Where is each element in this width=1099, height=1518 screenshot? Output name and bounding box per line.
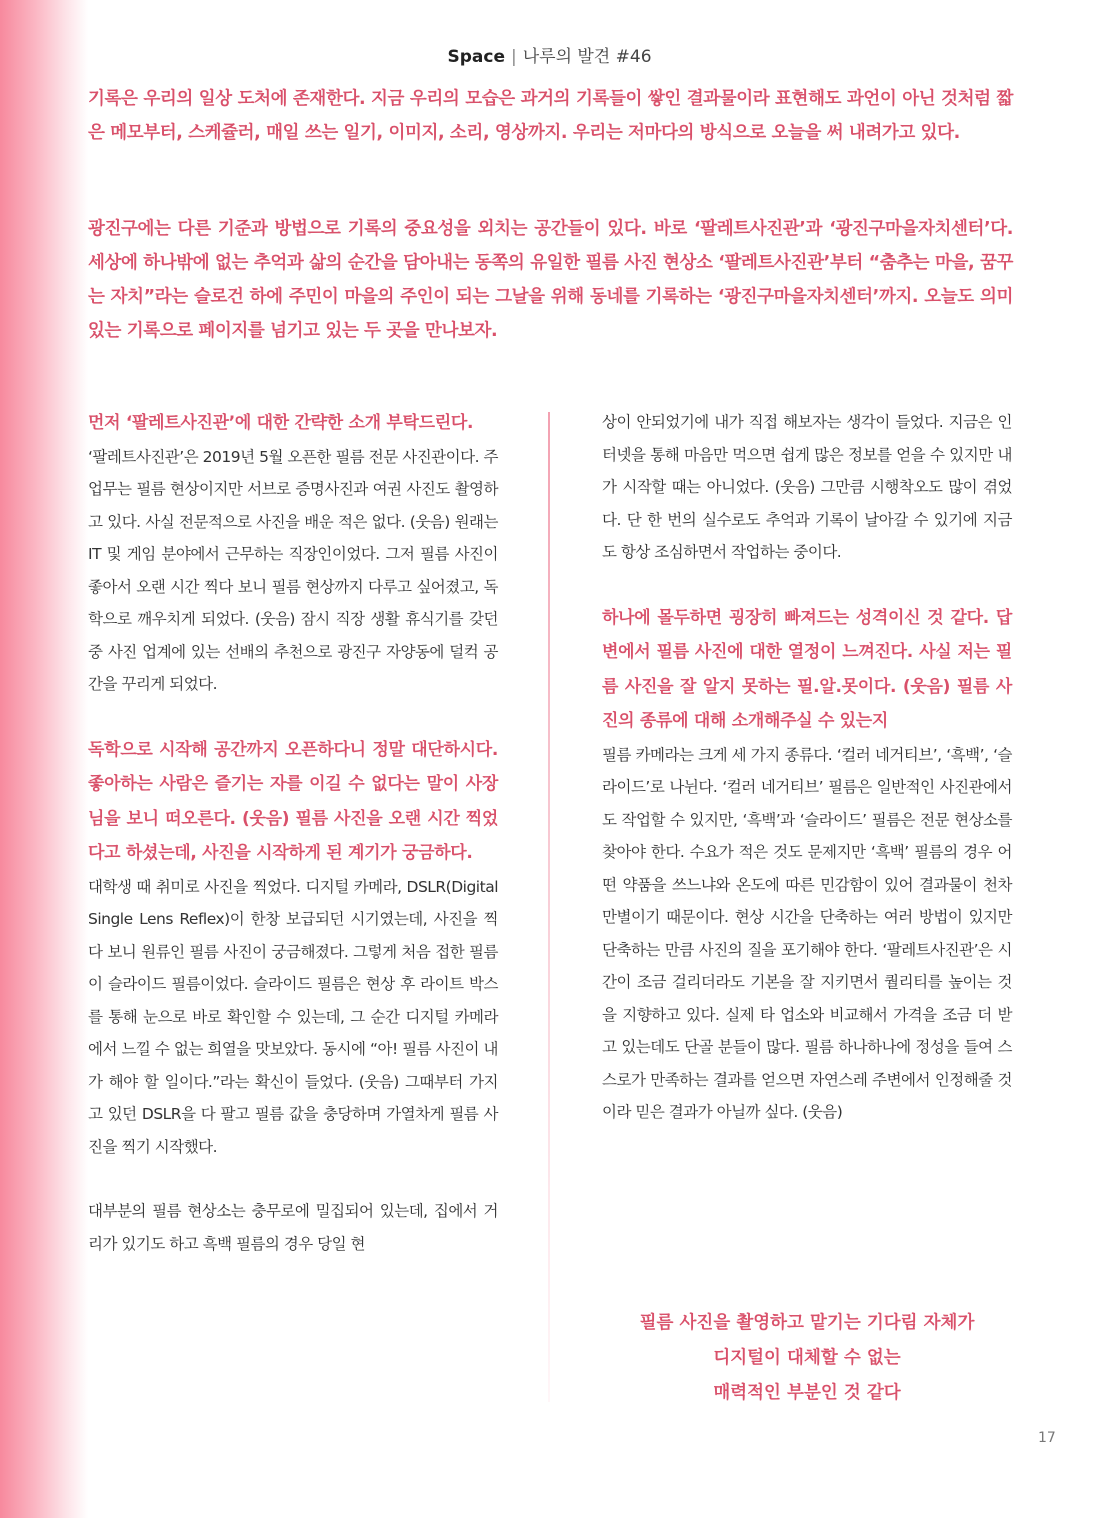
- issue-title: 나루의 발견 #46: [522, 47, 652, 67]
- running-header: [0, 42, 1099, 67]
- lead-paragraph-2: 광진구에는 다른 기준과 방법으로 기록의 중요성을 외치는 공간들이 있다. 바로 ‘팔레트사진관’과 ‘광진구마을자치센터’다. 세상에 하나밖에 없는 추억과 삶의 순간을 담아내는 동쪽의 유일한 필름 사진 현상소 ‘팔레트사진관’부터 “춤추는 마을, 꿈꾸는 자치”라는 슬로건 하에 주민이 마을의 주인이 되는 그날을 위해 동네를 기록하는 ‘광진구마을자치센터’까지. 오늘도 의미 있는 기록으로 페이지를 넘기고 있는 두 곳을 만나보자.: [88, 219, 1013, 341]
- answer-2-part-2-start: 대부분의 필름 현상소는 충무로에 밀집되어 있는데, 집에서 거리가 있기도 하고 흑백 필름의 경우 당일 현: [88, 1202, 498, 1253]
- answer-2-part-2-end: 상이 안되었기에 내가 직접 해보자는 생각이 들었다. 지금은 인터넷을 통해 마음만 먹으면 쉽게 많은 정보를 얻을 수 있지만 내가 시작할 때는 아니었다. (웃음) 그만큼 시행착오도 많이 겪었다. 단 한 번의 실수로도 추억과 기록이 날아갈 수 있기에 지금도 항상 조심하면서 작업하는 중이다.: [602, 413, 1012, 561]
- right-column: [602, 406, 1012, 1129]
- page-number: 17: [1038, 1430, 1056, 1446]
- answer-3: 필름 카메라는 크게 세 가지 종류다. ‘컬러 네거티브’, ‘흑백’, ‘슬라이드’로 나뉜다. ‘컬러 네거티브’ 필름은 일반적인 사진관에서도 작업할 수 있지만, ‘흑백’과 ‘슬라이드’ 필름은 전문 현상소를 찾아야 한다. 수요가 적은 것도 문제지만 ‘흑백’ 필름의 경우 어떤 약품을 쓰느냐와 온도에 따른 민감함이 있어 결과물이 천차만별이기 때문이다. 현상 시간을 단축하는 여러 방법이 있지만 단축하는 만큼 사진의 질을 포기해야 한다. ‘팔레트사진관’은 시간이 조금 걸리더라도 기본을 잘 지키면서 퀄리티를 높이는 것을 지향하고 있다. 실제 타 업소와 비교해서 가격을 조금 더 받고 있는데도 단골 분들이 많다. 필름 하나하나에 정성을 들여 스스로가 만족하는 결과를 얻으면 자연스레 주변에서 인정해줄 것이라 믿은 결과가 아닐까 싶다. (웃음): [602, 745, 1012, 1121]
- pull-quote-line-1: 필름 사진을 촬영하고 맡기는 기다림 자체가: [639, 1313, 975, 1333]
- header-separator: |: [510, 47, 517, 67]
- spacer: [88, 1163, 498, 1195]
- spacer: [602, 569, 1012, 601]
- section-brand: Space: [447, 47, 505, 67]
- question-2: 독학으로 시작해 공간까지 오픈하다니 정말 대단하시다. 좋아하는 사람은 즐기는 자를 이길 수 없다는 말이 사장님을 보니 떠오른다. (웃음) 필름 사진을 오랜 시간 찍었다고 하셨는데, 사진을 시작하게 된 계기가 궁금하다.: [88, 739, 498, 863]
- lead-paragraph-1: 기록은 우리의 일상 도처에 존재한다. 지금 우리의 모습은 과거의 기록들이 쌓인 결과물이라 표현해도 과언이 아닌 것처럼 짧은 메모부터, 스케쥴러, 매일 쓰는 일기, 이미지, 소리, 영상까지. 우리는 저마다의 방식으로 오늘을 써 내려가고 있다.: [88, 89, 1013, 143]
- question-1: 먼저 ‘팔레트사진관’에 대한 간략한 소개 부탁드린다.: [88, 413, 474, 433]
- column-divider: [548, 412, 550, 1402]
- pull-quote-line-2: 디지털이 대체할 수 없는: [713, 1348, 901, 1368]
- pull-quote: [602, 1306, 1012, 1411]
- pull-quote-line-3: 매력적인 부분인 것 같다: [713, 1383, 901, 1403]
- answer-2-part-1: 대학생 때 취미로 사진을 찍었다. 디지털 카메라, DSLR(Digital Single Lens Reflex)이 한창 보급되던 시기였는데, 사진을 찍다 보니 원류인 필름 사진이 궁금해졌다. 그렇게 처음 접한 필름이 슬라이드 필름이었다. 슬라이드 필름은 현상 후 라이트 박스를 통해 눈으로 바로 확인할 수 있는데, 그 순간 디지털 카메라에서 느낄 수 없는 희열을 맛보았다. 동시에 “아! 필름 사진이 내가 해야 할 일이다.”라는 확신이 들었다. (웃음) 그때부터 가지고 있던 DSLR을 다 팔고 필름 값을 충당하며 가열차게 필름 사진을 찍기 시작했다.: [88, 877, 498, 1156]
- left-column: [88, 406, 498, 1260]
- pink-gradient-edge: [0, 0, 88, 1518]
- question-3: 하나에 몰두하면 굉장히 빠져드는 성격이신 것 같다. 답변에서 필름 사진에 대한 열정이 느껴진다. 사실 저는 필름 사진을 잘 알지 못하는 필.알.못이다. (웃음) 필름 사진의 종류에 대해 소개해주실 수 있는지: [602, 607, 1012, 731]
- spacer: [88, 701, 498, 733]
- answer-1: ‘팔레트사진관’은 2019년 5월 오픈한 필름 전문 사진관이다. 주 업무는 필름 현상이지만 서브로 증명사진과 여권 사진도 촬영하고 있다. 사실 전문적으로 사진을 배운 적은 없다. (웃음) 원래는 IT 및 게임 분야에서 근무하는 직장인이었다. 그저 필름 사진이 좋아서 오랜 시간 찍다 보니 필름 현상까지 다루고 싶어졌고, 독학으로 깨우치게 되었다. (웃음) 잠시 직장 생활 휴식기를 갖던 중 사진 업계에 있는 선배의 추천으로 광진구 자양동에 덜컥 공간을 꾸리게 되었다.: [88, 447, 498, 693]
